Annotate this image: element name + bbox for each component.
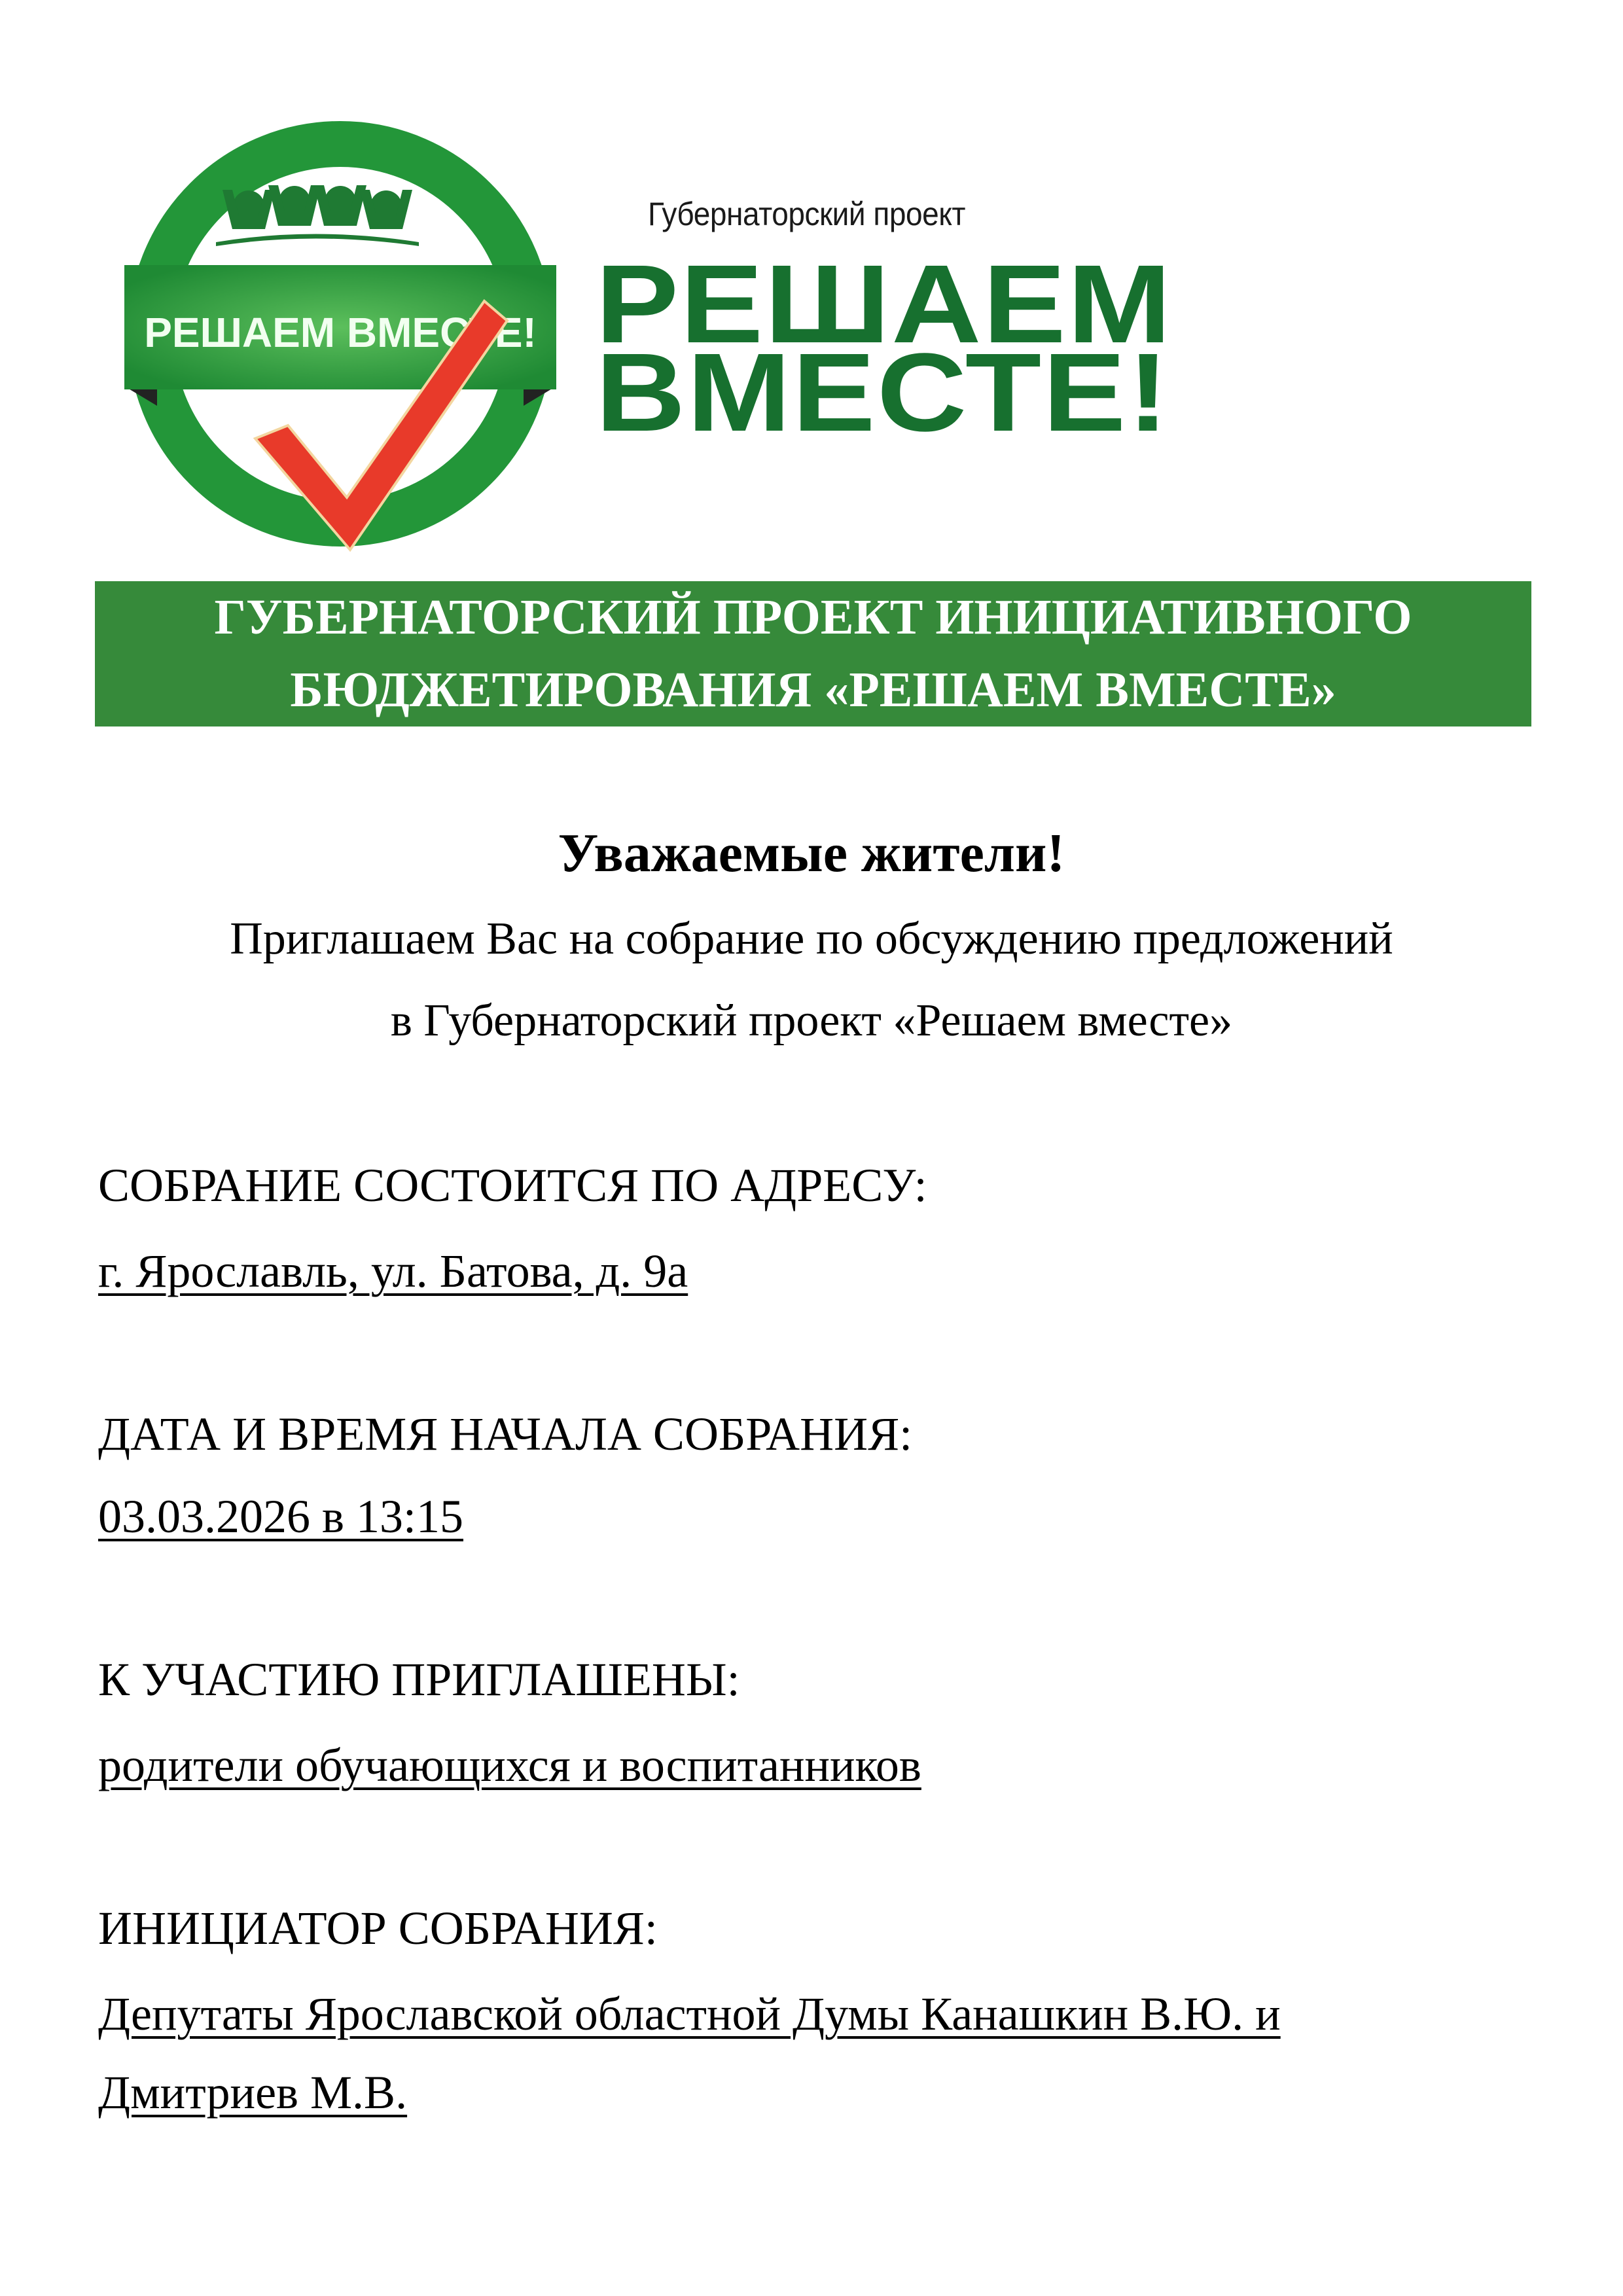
- initiator-value-line1: Депутаты Ярославской областной Думы Канашкин В.Ю. и: [98, 1988, 1281, 2040]
- address-value: г. Ярославль, ул. Батова, д. 9а: [98, 1245, 688, 1297]
- logo-subtitle: Губернаторский проект: [648, 196, 966, 232]
- banner-line-2: БЮДЖЕТИРОВАНИЯ «РЕШАЕМ ВМЕСТЕ»: [290, 662, 1336, 717]
- invitation-line-2: в Губернаторский проект «Решаем вместе»: [390, 996, 1233, 1046]
- invited-label: К УЧАСТИЮ ПРИГЛАШЕНЫ:: [98, 1653, 740, 1706]
- datetime-label: ДАТА И ВРЕМЯ НАЧАЛА СОБРАНИЯ:: [98, 1408, 913, 1460]
- invitation-line-1: Приглашаем Вас на собрание по обсуждению предложений: [230, 914, 1393, 964]
- initiator-label: ИНИЦИАТОР СОБРАНИЯ:: [98, 1902, 658, 1954]
- svg-text:РЕШАЕМ ВМЕСТЕ!: РЕШАЕМ ВМЕСТЕ!: [144, 309, 537, 356]
- datetime-value: 03.03.2026 в 13:15: [98, 1490, 463, 1543]
- project-logo-wordmark: [589, 183, 1173, 455]
- invited-value: родители обучающихся и воспитанников: [98, 1739, 921, 1791]
- initiator-value-line2: Дмитриев М.В.: [98, 2066, 408, 2119]
- banner-line-1: ГУБЕРНАТОРСКИЙ ПРОЕКТ ИНИЦИАТИВНОГО: [214, 590, 1412, 645]
- logo-wordmark-line2: ВМЕСТЕ!: [596, 331, 1171, 455]
- project-logo-badge: [98, 98, 582, 556]
- logo-wordmark-line1: РЕШАЕМ: [596, 242, 1173, 367]
- project-title-banner: [95, 581, 1531, 726]
- checkmark-badge-icon: [98, 98, 582, 556]
- greeting-heading: Уважаемые жители!: [558, 823, 1065, 884]
- address-label: СОБРАНИЕ СОСТОИТСЯ ПО АДРЕСУ:: [98, 1159, 927, 1211]
